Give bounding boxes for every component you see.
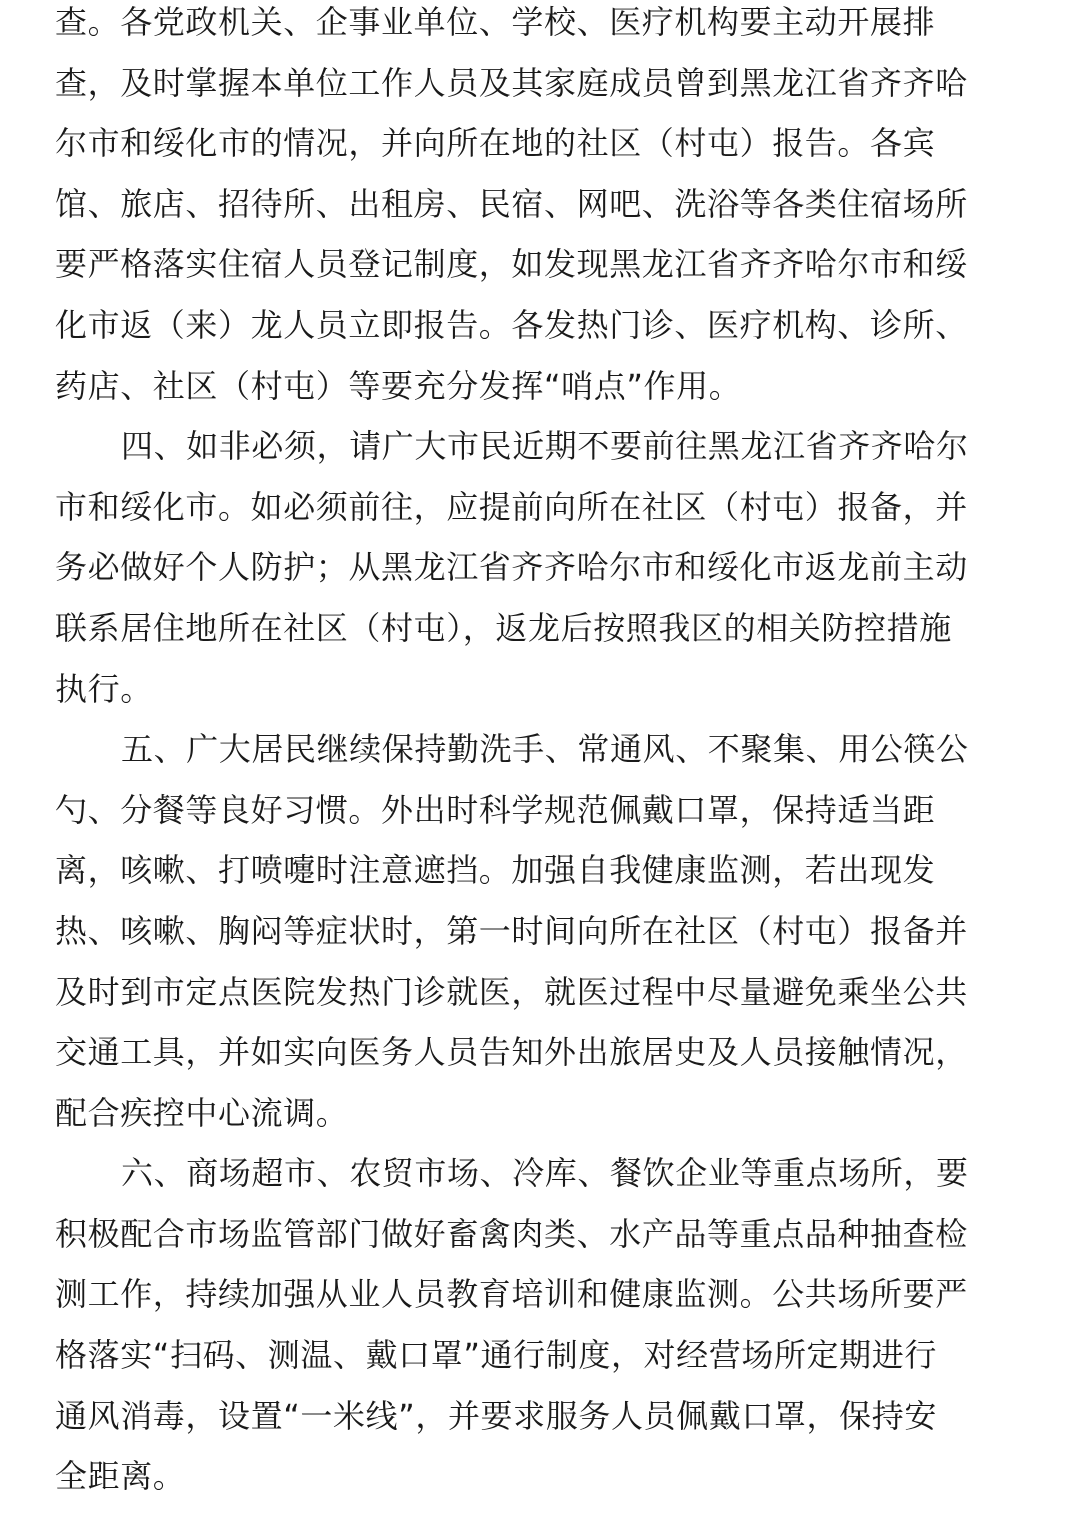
- text-line: 执行。: [55, 669, 153, 708]
- paragraph: [55, 1143, 1027, 1507]
- text-line: 尔市和绥化市的情况，并向所在地的社区（村屯）报告。各宾: [55, 124, 936, 163]
- text-line: 查，及时掌握本单位工作人员及其家庭成员曾到黑龙江省齐齐哈: [55, 63, 968, 102]
- text-line: 勺、分餐等良好习惯。外出时科学规范佩戴口罩，保持适当距: [55, 790, 936, 829]
- text-line: 及时到市定点医院发热门诊就医，就医过程中尽量避免乘坐公共: [55, 972, 968, 1011]
- text-line: 务必做好个人防护；从黑龙江省齐齐哈尔市和绥化市返龙前主动: [55, 548, 968, 587]
- text-line: 药店、社区（村屯）等要充分发挥“哨点”作用。: [55, 366, 742, 405]
- text-line: 离，咳嗽、打喷嚏时注意遮挡。加强自我健康监测，若出现发: [55, 851, 936, 890]
- text-line: 交通工具，并如实向医务人员告知外出旅居史及人员接触情况，: [55, 1033, 968, 1072]
- text-line: 六、商场超市、农贸市场、冷库、餐饮企业等重点场所，要: [121, 1154, 969, 1193]
- text-line: 格落实“扫码、测温、戴口罩”通行制度，对经营场所定期进行: [55, 1336, 937, 1375]
- paragraph: [55, 416, 1027, 719]
- text-line: 四、如非必须，请广大市民近期不要前往黑龙江省齐齐哈尔: [121, 427, 969, 466]
- paragraph: [55, 0, 1027, 416]
- text-line: 联系居住地所在社区（村屯），返龙后按照我区的相关防控措施: [55, 608, 952, 647]
- document-body: [55, 0, 1027, 1507]
- text-line: 五、广大居民继续保持勤洗手、常通风、不聚集、用公筷公: [121, 730, 969, 769]
- text-line: 化市返（来）龙人员立即报告。各发热门诊、医疗机构、诊所、: [55, 305, 968, 344]
- paragraph: [55, 719, 1027, 1143]
- text-line: 馆、旅店、招待所、出租房、民宿、网吧、洗浴等各类住宿场所: [55, 184, 968, 223]
- text-line: 全距离。: [55, 1457, 186, 1496]
- text-line: 查。各党政机关、企事业单位、学校、医疗机构要主动开展排: [55, 3, 936, 41]
- text-line: 测工作，持续加强从业人员教育培训和健康监测。公共场所要严: [55, 1275, 968, 1314]
- text-line: 通风消毒，设置“一米线”，并要求服务人员佩戴口罩，保持安: [55, 1396, 937, 1435]
- text-line: 积极配合市场监管部门做好畜禽肉类、水产品等重点品种抽查检: [55, 1214, 968, 1253]
- text-line: 市和绥化市。如必须前往，应提前向所在社区（村屯）报备，并: [55, 487, 968, 526]
- text-line: 配合疾控中心流调。: [55, 1093, 349, 1132]
- text-line: 要严格落实住宿人员登记制度，如发现黑龙江省齐齐哈尔市和绥: [55, 245, 968, 284]
- text-line: 热、咳嗽、胸闷等症状时，第一时间向所在社区（村屯）报备并: [55, 911, 968, 950]
